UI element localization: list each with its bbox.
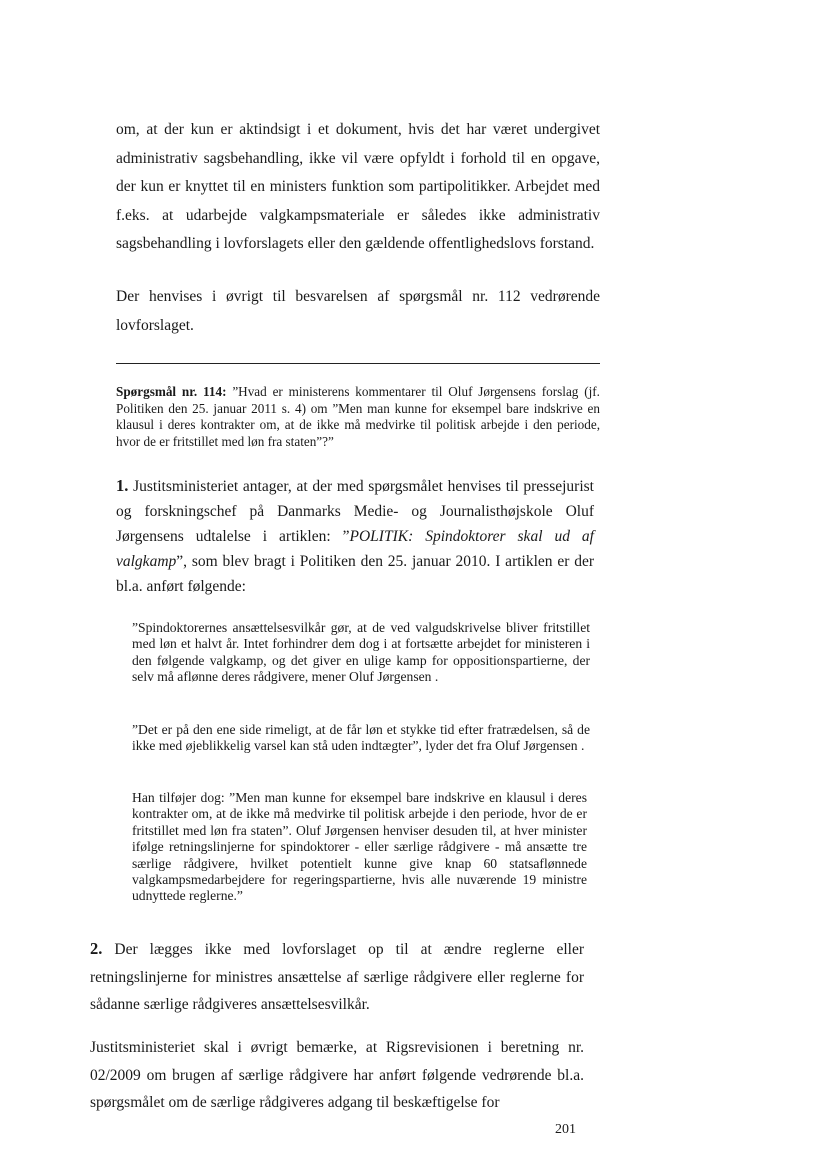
- answer-1-paragraph: [116, 473, 594, 599]
- quote-paragraph-1: ”Spindoktorernes ansættelsesvilkår gør, at de ved valgudskrivelse bliver fritstillet med løn et halvt år. Intet forhindrer dem dog i at fortsætte arbejdet for ministeren i den følgende valgkamp, og det giver en ulige kamp for oppositionspartierne, der selv må aflønne deres rådgivere, mener Oluf Jørgensen .: [132, 620, 590, 685]
- answer-2-paragraph: [90, 935, 584, 1019]
- question-text: ”Hvad er ministerens kommentarer til Oluf Jørgensens forslag (jf. Politiken den 25. januar 2011 s. 4) om ”Men man kunne for eksempel bare indskrive en klausul i deres kontrakter om, at de ikke må medvirke til politisk arbejde i den periode, hvor de er fritstillet med løn fra staten”?”: [116, 384, 600, 449]
- quote-paragraph-3: Han tilføjer dog: ”Men man kunne for eksempel bare indskrive en klausul i deres kontrakter om, at de ikke må medvirke til politisk arbejde i den periode, hvor de er fritstillet med løn fra staten”. Oluf Jørgensen henviser desuden til, at hver minister ifølge retningslinjerne for spindoktorer - eller særlige rådgivere - må ansætte tre særlige rådgivere, hvilket potentielt kunne give knap 60 statsaflønnede valgkampsmedarbejdere for regeringspartierne, hvis alle nuværende 19 ministre udnyttede reglerne.”: [132, 790, 587, 904]
- page-number: 201: [555, 1122, 576, 1137]
- question-114: [116, 384, 600, 450]
- article-title: POLITIK: Spindoktorer skal ud af valgkamp: [116, 528, 594, 570]
- final-paragraph: Justitsministeriet skal i øvrigt bemærke, at Rigsrevisionen i beretning nr. 02/2009 om brugen af særlige rådgivere har anført følgende vedrørende bl.a. spørgsmålet om de særlige rådgiveres adgang til beskæftigelse for: [90, 1039, 584, 1111]
- answer-1-number: 1.: [116, 476, 129, 495]
- reference-paragraph: Der henvises i øvrigt til besvarelsen af spørgsmål nr. 112 vedrørende lovforslaget.: [116, 288, 600, 334]
- section-divider: [116, 363, 600, 364]
- continuation-paragraph: om, at der kun er aktindsigt i et dokument, hvis det har været undergivet administrativ sagsbehandling, ikke vil være opfyldt i forhold til en opgave, der kun er knyttet til en ministers funktion som partipolitikker. Arbejdet med f.eks. at udarbejde valgkampsmateriale er således ikke administrativ sagsbehandling i lovforslagets eller den gældende offentlighedslovs forstand.: [116, 121, 600, 252]
- answer-2-text: Der lægges ikke med lovforslaget op til at ændre reglerne eller retningslinjerne for ministres ansættelse af særlige rådgivere eller reglerne for sådanne særlige rådgiveres ansættelsesvilkår.: [90, 941, 584, 1013]
- quote-paragraph-2: ”Det er på den ene side rimeligt, at de får løn et stykke tid efter fratrædelsen, så de ikke med øjeblikkelig varsel kan stå uden indtægter”, lyder det fra Oluf Jørgensen .: [132, 722, 590, 754]
- answer-1-text-after: ”, som blev bragt i Politiken den 25. januar 2010. I artiklen er der bl.a. anført følgende:: [116, 553, 594, 595]
- answer-1-text-before: Justitsministeriet antager, at der med spørgsmålet henvises til pressejurist og forskningschef på Danmarks Medie- og Journalisthøjskole Oluf Jørgensens udtalelse i artiklen: ”: [116, 478, 594, 545]
- answer-2-number: 2.: [90, 939, 103, 958]
- question-label: Spørgsmål nr. 114:: [116, 384, 227, 399]
